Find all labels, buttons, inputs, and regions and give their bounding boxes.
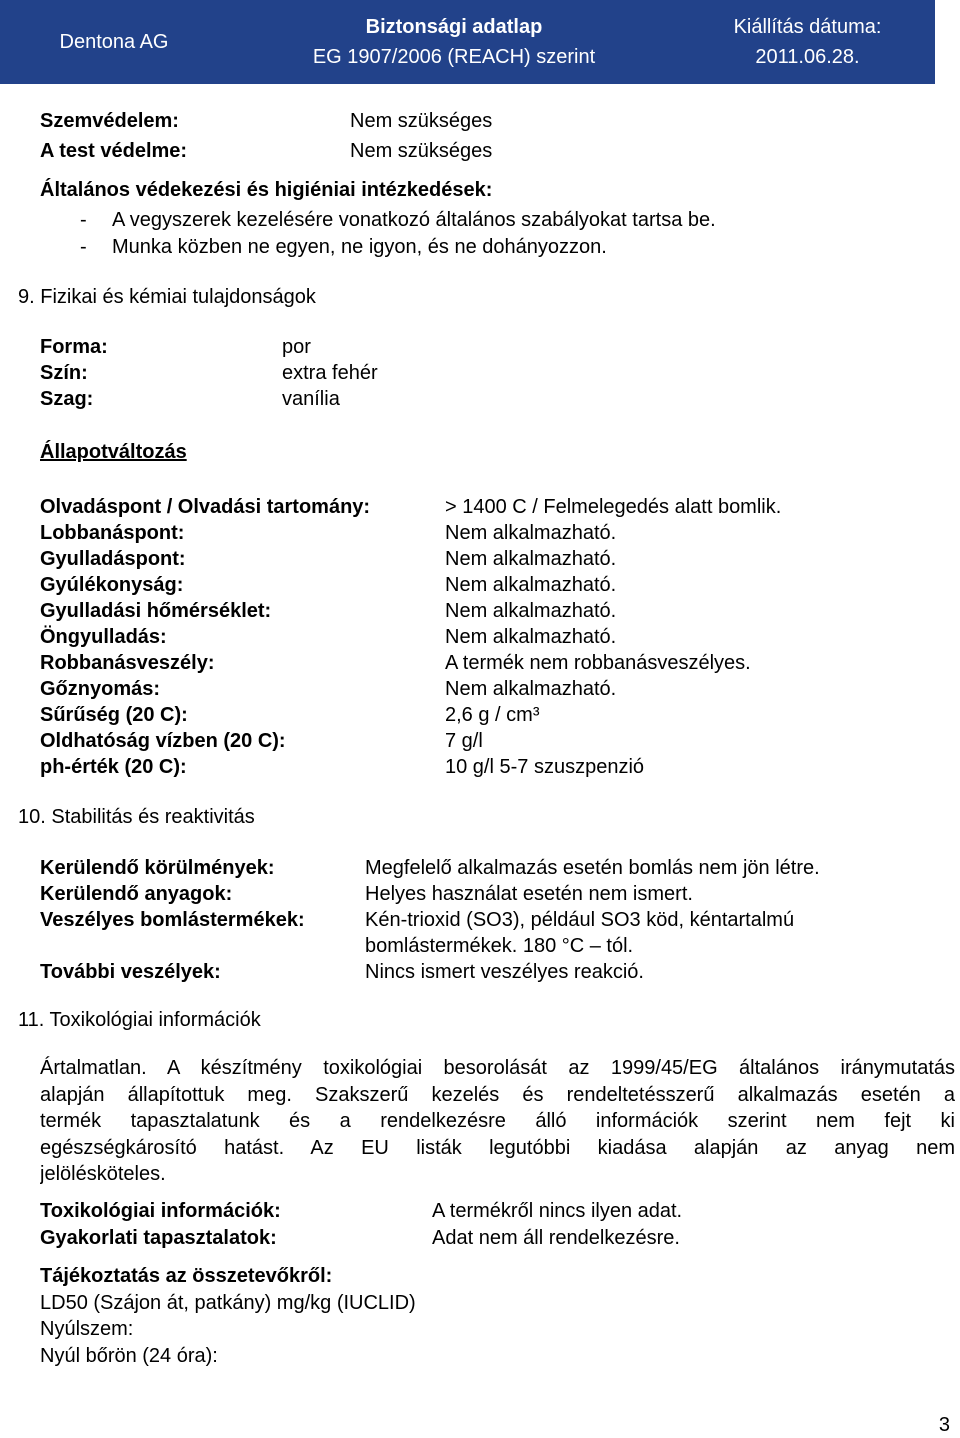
body-protection-label: A test védelme: bbox=[40, 140, 188, 162]
eye-protection-value: Nem szükséges bbox=[350, 110, 493, 132]
paragraph-line: jelölésköteles. bbox=[40, 1163, 166, 1185]
components-line: Nyúl bőrön (24 óra): bbox=[40, 1344, 218, 1367]
property-value: 7 g/l bbox=[445, 730, 483, 752]
form-value: por bbox=[282, 336, 311, 358]
property-label: Gyulladáspont: bbox=[40, 548, 186, 570]
company-cell bbox=[0, 0, 228, 84]
toxicology-row bbox=[40, 1225, 682, 1252]
property-row bbox=[40, 572, 781, 598]
hygiene-item-text: Munka közben ne egyen, ne igyon, és ne dohányozzon. bbox=[112, 236, 607, 258]
hygiene-block bbox=[40, 177, 716, 261]
property-value: 2,6 g / cm³ bbox=[445, 704, 540, 726]
hygiene-item-text: A vegyszerek kezelésére vonatkozó általános szabályokat tartsa be. bbox=[112, 209, 716, 231]
issue-date-value: 2011.06.28. bbox=[755, 46, 860, 68]
toxicology-value: A termékről nincs ilyen adat. bbox=[432, 1200, 683, 1222]
eye-protection-row bbox=[40, 106, 492, 136]
company-name: Dentona AG bbox=[59, 31, 169, 53]
hygiene-list bbox=[40, 207, 716, 261]
property-label: Robbanásveszély: bbox=[40, 652, 215, 674]
hygiene-heading: Általános védekezési és higiéniai intézkedések: bbox=[40, 179, 493, 201]
odor-value: vanília bbox=[282, 388, 340, 410]
document-title: Biztonsági adatlap bbox=[365, 16, 543, 38]
page-number: 3 bbox=[938, 1414, 950, 1436]
property-row bbox=[40, 494, 781, 520]
paragraph-line: Ártalmatlan. A készítmény toxikológiai besorolását az 1999/45/EG általános iránymutatás bbox=[40, 1057, 955, 1079]
stability-value: Nincs ismert veszélyes reakció. bbox=[365, 961, 644, 983]
state-change-heading: Állapotváltozás bbox=[40, 441, 187, 463]
issue-date-label: Kiállítás dátuma: bbox=[733, 16, 882, 38]
property-row bbox=[40, 676, 781, 702]
property-value: 10 g/l 5-7 szuszpenzió bbox=[445, 756, 645, 778]
stability-value bbox=[365, 907, 794, 959]
physical-properties-table bbox=[40, 494, 781, 780]
property-row bbox=[40, 702, 781, 728]
components-heading: Tájékoztatás az összetevőkről: bbox=[40, 1265, 333, 1287]
property-row bbox=[40, 520, 781, 546]
stability-value-line: Kén-trioxid (SO3), például SO3 köd, kéntartalmú bbox=[365, 909, 795, 931]
document-header bbox=[0, 0, 935, 84]
paragraph-line: egészségkárosító hatást. Az EU listák legutóbbi kiadása alapján az anyag nem bbox=[40, 1136, 955, 1159]
property-label: Gyúlékonyság: bbox=[40, 574, 184, 596]
property-label: Gőznyomás: bbox=[40, 678, 161, 700]
property-row bbox=[40, 360, 378, 386]
toxicology-table bbox=[40, 1198, 682, 1252]
stability-label: Kerülendő körülmények: bbox=[40, 857, 275, 879]
form-label: Forma: bbox=[40, 336, 108, 358]
property-row bbox=[40, 728, 781, 754]
stability-label: Veszélyes bomlástermékek: bbox=[40, 909, 305, 931]
stability-table bbox=[40, 855, 820, 985]
stability-label: Kerülendő anyagok: bbox=[40, 883, 233, 905]
stability-value: Helyes használat esetén nem ismert. bbox=[365, 883, 693, 905]
stability-value: Megfelelő alkalmazás esetén bomlás nem jön létre. bbox=[365, 857, 820, 879]
property-value: Nem alkalmazható. bbox=[445, 522, 617, 544]
stability-row bbox=[40, 959, 820, 985]
regulation-reference: EG 1907/2006 (REACH) szerint bbox=[312, 46, 596, 68]
property-value: > 1400 C / Felmelegedés alatt bomlik. bbox=[445, 496, 782, 518]
components-block bbox=[40, 1263, 416, 1369]
list-item bbox=[80, 207, 716, 234]
personal-protection-block bbox=[40, 106, 492, 166]
body-protection-value: Nem szükséges bbox=[350, 140, 493, 162]
section-10-heading: 10. Stabilitás és reaktivitás bbox=[18, 806, 255, 828]
paragraph-line: termék tapasztalatunk és a rendelkezésre álló információk szerint nem fejt ki bbox=[40, 1110, 955, 1132]
stability-row bbox=[40, 855, 820, 881]
stability-label: További veszélyek: bbox=[40, 961, 221, 983]
property-value: Nem alkalmazható. bbox=[445, 548, 617, 570]
stability-row bbox=[40, 881, 820, 907]
color-value: extra fehér bbox=[282, 362, 378, 384]
property-row bbox=[40, 386, 378, 412]
property-label: Sűrűség (20 C): bbox=[40, 704, 188, 726]
property-row bbox=[40, 624, 781, 650]
color-label: Szín: bbox=[40, 362, 88, 384]
property-row bbox=[40, 598, 781, 624]
property-label: Lobbanáspont: bbox=[40, 522, 185, 544]
bullet-dash: - bbox=[80, 236, 87, 258]
property-row bbox=[40, 754, 781, 780]
property-row bbox=[40, 334, 378, 360]
section-11-heading: 11. Toxikológiai információk bbox=[18, 1009, 261, 1031]
toxicology-label: Gyakorlati tapasztalatok: bbox=[40, 1227, 277, 1249]
title-cell bbox=[228, 0, 680, 84]
property-value: Nem alkalmazható. bbox=[445, 678, 617, 700]
odor-label: Szag: bbox=[40, 388, 94, 410]
property-label: ph-érték (20 C): bbox=[40, 756, 187, 778]
list-item bbox=[80, 234, 716, 261]
property-label: Olvadáspont / Olvadási tartomány: bbox=[40, 496, 371, 518]
toxicology-label: Toxikológiai információk: bbox=[40, 1200, 281, 1222]
stability-row bbox=[40, 907, 820, 959]
property-value: Nem alkalmazható. bbox=[445, 600, 617, 622]
property-label: Öngyulladás: bbox=[40, 626, 167, 648]
property-value: Nem alkalmazható. bbox=[445, 574, 617, 596]
toxicology-paragraph bbox=[40, 1055, 955, 1188]
property-label: Oldhatóság vízben (20 C): bbox=[40, 730, 286, 752]
toxicology-value: Adat nem áll rendelkezésre. bbox=[432, 1227, 680, 1249]
bullet-dash: - bbox=[80, 209, 87, 231]
property-label: Gyulladási hőmérséklet: bbox=[40, 600, 272, 622]
property-row bbox=[40, 650, 781, 676]
toxicology-row bbox=[40, 1198, 682, 1225]
components-line: LD50 (Szájon át, patkány) mg/kg (IUCLID) bbox=[40, 1291, 416, 1314]
property-row bbox=[40, 546, 781, 572]
stability-value-line: bomlástermékek. 180 °C – tól. bbox=[365, 935, 634, 957]
eye-protection-label: Szemvédelem: bbox=[40, 110, 179, 132]
issue-date-cell bbox=[680, 0, 935, 84]
property-value: Nem alkalmazható. bbox=[445, 626, 617, 648]
section-9-heading: 9. Fizikai és kémiai tulajdonságok bbox=[18, 286, 316, 308]
property-value: A termék nem robbanásveszélyes. bbox=[445, 652, 751, 674]
body-protection-row bbox=[40, 136, 492, 166]
components-line: Nyúlszem: bbox=[40, 1318, 134, 1340]
paragraph-line: alapján állapítottuk meg. Szakszerű kezelés és rendeltetésszerű alkalmazás esetén a bbox=[40, 1083, 955, 1106]
appearance-block bbox=[40, 334, 378, 412]
